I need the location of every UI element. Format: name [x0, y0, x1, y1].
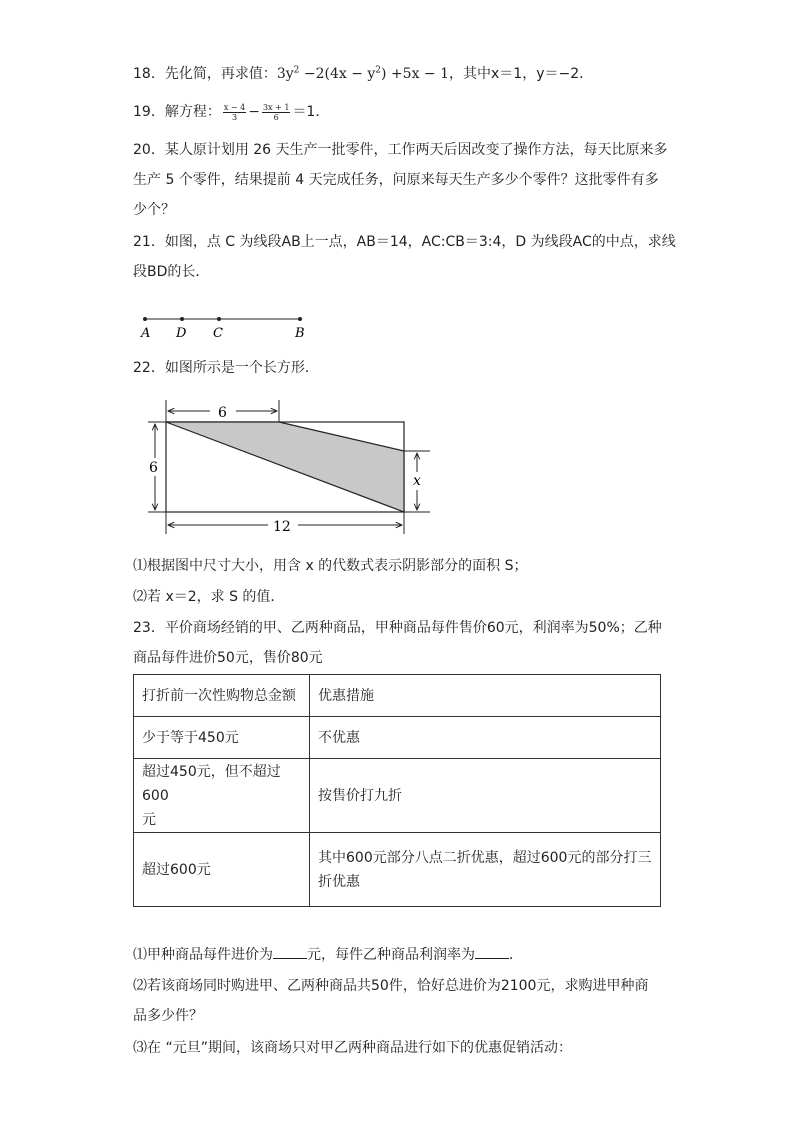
table-cell: 其中600元部分八点二折优惠，超过600元的部分打三 折优惠 [310, 833, 661, 907]
rectangle-diagram [140, 392, 440, 540]
q20-line-2: 生产 5 个零件，结果提前 4 天完成任务，问原来每天生产多少个零件？这批零件有多 [133, 172, 659, 188]
right-dim-label: x [413, 473, 421, 489]
table-cell: 少于等于450元 [134, 717, 310, 759]
q18-expression: $3y^2 -2(4x - y^2) +5x - 1$ [276, 65, 450, 82]
table-cell: 按售价打九折 [310, 759, 661, 833]
q22-part-1: ⑴根据图中尺寸大小，用含 x 的代数式表示阴影部分的面积 S； [133, 558, 528, 574]
point-b [298, 317, 302, 321]
q22-line-1: 22．如图所示是一个长方形． [133, 360, 319, 376]
q23-line-2: 商品每件进价50元，售价80元 [133, 650, 323, 666]
bottom-dim-label: 12 [273, 519, 291, 535]
label-c: C [213, 326, 223, 341]
table-cell: 超过600元 [134, 833, 310, 907]
q19-fraction-1: $\frac{x - 4}{3}$ [223, 102, 246, 122]
table-header-cell: 优惠措施 [310, 675, 661, 717]
table-header-row [134, 675, 661, 717]
q18-prefix: 18．先化简，再求值： [133, 66, 277, 82]
answer-blank[interactable] [273, 944, 307, 959]
point-d [180, 317, 184, 321]
table-row [134, 759, 661, 833]
q19-minus: − [248, 104, 260, 120]
q20-line-3: 少个？ [133, 202, 175, 218]
table-cell: 超过450元，但不超过600 元 [134, 759, 310, 833]
point-a [143, 317, 147, 321]
q23-part-2-line-1: ⑵若该商场同时购进甲、乙两种商品共50件，恰好总进价为2100元，求购进甲种商 [133, 978, 649, 994]
table-row [134, 833, 661, 907]
question-18 [133, 64, 593, 84]
q19-suffix: ＝1． [292, 104, 330, 120]
q21-line-1: 21．如图，点 C 为线段AB上一点，AB＝14，AC:CB＝3:4，D 为线段AC的中点，求线 [133, 234, 676, 250]
label-a: A [141, 326, 151, 341]
q20-line-1: 20．某人原计划用 26 天生产一批零件，工作两天后因改变了操作方法，每天比原来多 [133, 142, 668, 158]
q22-part-2: ⑵若 x＝2，求 S 的值． [133, 589, 285, 605]
discount-table [133, 674, 661, 907]
line-segment-diagram [130, 308, 330, 344]
shaded-region [166, 422, 404, 512]
table-row [134, 717, 661, 759]
point-c [217, 317, 221, 321]
q18-suffix: ，其中x＝1，y＝−2． [449, 66, 594, 82]
q19-prefix: 19．解方程： [133, 104, 221, 120]
q23-line-1: 23．平价商场经销的甲、乙两种商品，甲种商品每件售价60元，利润率为50%；乙种 [133, 620, 662, 636]
label-d: D [176, 326, 187, 341]
table-header-cell: 打折前一次性购物总金额 [134, 675, 310, 717]
top-dim-label: 6 [218, 405, 227, 421]
answer-blank[interactable] [475, 944, 509, 959]
q23-part-1: ⑴甲种商品每件进价为 元，每件乙种商品利润率为 ． [133, 944, 523, 965]
q23-part-3: ⑶在 “元旦”期间，该商场只对甲乙两种商品进行如下的优惠促销活动： [133, 1040, 572, 1056]
table-cell: 不优惠 [310, 717, 661, 759]
q23-part-2-line-2: 品多少件？ [133, 1008, 203, 1024]
label-b: B [295, 326, 305, 341]
q21-line-2: 段BD的长． [133, 264, 210, 280]
q19-fraction-2: $\frac{3x + 1}{6}$ [262, 102, 290, 122]
question-19 [133, 102, 329, 122]
left-dim-label: 6 [149, 460, 158, 476]
